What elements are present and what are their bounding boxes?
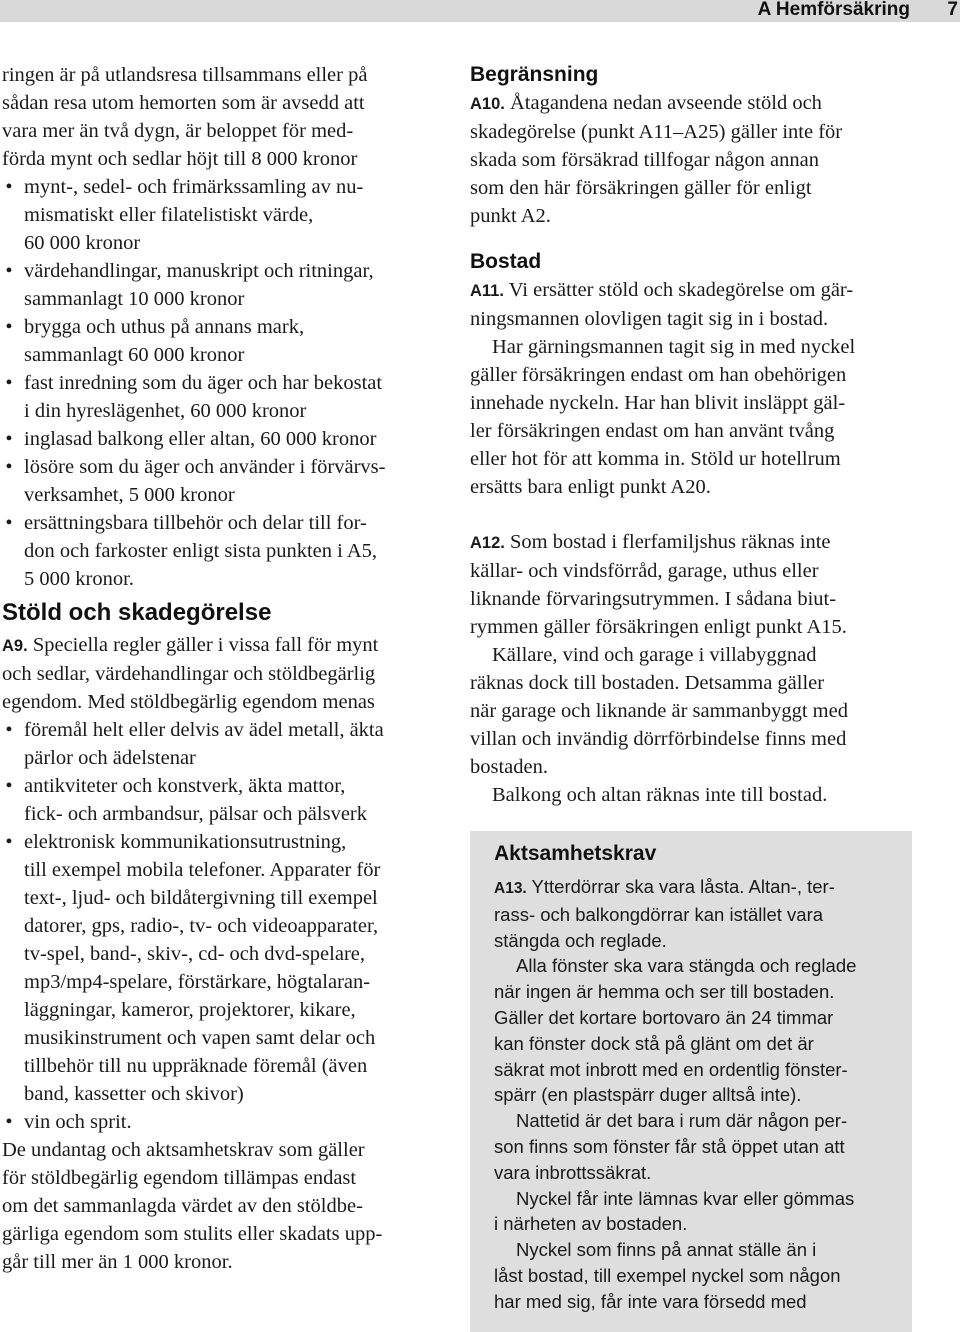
- text-line: till exempel mobila telefoner. Apparater för: [24, 859, 381, 881]
- text-line: tillbehör till nu uppräknade föremål (även: [24, 1055, 368, 1077]
- text-line: De undantag och aktsamhetskrav som gäller: [2, 1139, 365, 1161]
- text-line: antikviteter och konstverk, äkta mattor,: [24, 775, 346, 797]
- text-line: 5 000 kronor.: [24, 568, 134, 590]
- text-line: ersätts bara enligt punkt A20.: [470, 476, 711, 498]
- closing-paragraph: [2, 1136, 444, 1276]
- a9-paragraph: [2, 631, 444, 716]
- text-line: skadegörelse (punkt A11–A25) gäller inte för: [470, 121, 843, 143]
- text-line: liknande förvaringsutrymmen. I sådana biut-: [470, 588, 837, 610]
- text-line: har med sig, får inte vara försedd med: [494, 1290, 807, 1312]
- text-line: Alla fönster ska vara stängda och reglade: [516, 955, 857, 977]
- text-line: Har gärningsmannen tagit sig in med nyckel: [492, 336, 856, 358]
- text-line: brygga och uthus på annans mark,: [24, 316, 305, 338]
- box-title: Aktsamhetskrav: [494, 842, 657, 865]
- a12-label: A12.: [470, 534, 505, 552]
- text-line: text-, ljud- och bildåtergivning till exempel: [24, 887, 378, 909]
- page-header: [0, 0, 960, 22]
- a12-paragraph: [470, 528, 915, 641]
- a12-text: [470, 531, 847, 638]
- bostad-title: Bostad: [470, 250, 542, 273]
- text-line: kan fönster dock stå på glänt om det är: [494, 1032, 814, 1054]
- a11-text: [470, 279, 853, 330]
- text-line: gärliga egendom som stulits eller skadats upp-: [2, 1223, 383, 1245]
- text-line: ler försäkringen endast om han använt tvång: [470, 420, 835, 442]
- a11-label: A11.: [470, 282, 504, 300]
- a11-paragraph-2: [470, 333, 915, 501]
- list-item: [2, 1108, 444, 1136]
- text-line: ringen är på utlandsresa tillsammans eller på: [2, 64, 368, 86]
- page-number: 7: [947, 0, 958, 20]
- text-line: förda mynt och sedlar höjt till 8 000 kronor: [2, 148, 358, 170]
- bullet-icon: •: [5, 176, 13, 198]
- text-line: i din hyreslägenhet, 60 000 kronor: [24, 400, 307, 422]
- text-line: i närheten av bostaden.: [494, 1213, 688, 1235]
- text-line: Balkong och altan räknas inte till bostad.: [492, 784, 828, 806]
- box-paragraph-night: [494, 1108, 894, 1185]
- text-line: tv-spel, band-, skiv-, cd- och dvd-spelare,: [24, 943, 365, 965]
- text-line: Vi ersätter stöld och skadegörelse om gär-: [503, 279, 854, 301]
- text-line: don och farkoster enligt sista punkten i A5,: [24, 540, 377, 562]
- a12-paragraph-2: [470, 641, 915, 781]
- text-line: Ytterdörrar ska vara låsta. Altan-, ter-: [526, 876, 835, 897]
- a10-label: A10.: [470, 95, 505, 113]
- right-column: [470, 61, 915, 809]
- text-line: vara inbrottssäkrat.: [494, 1161, 652, 1183]
- bullet-icon: •: [5, 316, 13, 338]
- text-line: ningsmannen olovligen tagit sig in i bostad.: [470, 308, 829, 330]
- text-line: rymmen gäller försäkringen enligt punkt A15.: [470, 616, 847, 638]
- text-line: sammanlagt 10 000 kronor: [24, 288, 245, 310]
- amount-list: [2, 173, 444, 593]
- list-item: [2, 453, 444, 509]
- a11-paragraph: [470, 276, 915, 333]
- section-title: Stöld och skadegörelse: [2, 599, 272, 626]
- text-line: elektronisk kommunikationsutrustning,: [24, 831, 347, 853]
- text-line: källar- och vindsförråd, garage, uthus eller: [470, 560, 819, 582]
- text-line: mynt-, sedel- och frimärkssamling av nu-: [24, 176, 364, 198]
- a13-paragraph: [494, 874, 894, 953]
- box-paragraph-windows: [494, 953, 894, 1108]
- text-line: 60 000 kronor: [24, 232, 141, 254]
- text-line: egendom. Med stöldbegärlig egendom menas: [2, 691, 375, 713]
- bullet-icon: •: [5, 428, 13, 450]
- text-line: vara mer än två dygn, är beloppet för med-: [2, 120, 354, 142]
- list-item: [2, 173, 444, 257]
- text-line: om det sammanlagda värdet av den stöldbe-: [2, 1195, 363, 1217]
- text-line: rass- och balkongdörrar kan istället vara: [494, 903, 824, 925]
- text-line: gäller försäkringen endast om han obehörigen: [470, 364, 847, 386]
- text-line: ersättningsbara tillbehör och delar till for-: [24, 512, 367, 534]
- text-line: musikinstrument och vapen samt delar och: [24, 1027, 376, 1049]
- text-line: stängda och reglade.: [494, 929, 667, 951]
- header-title: A Hemförsäkring: [757, 0, 910, 20]
- a9-text: [2, 634, 378, 713]
- a13-text: [494, 876, 835, 951]
- list-item: [2, 425, 444, 453]
- text-line: Nyckel som finns på annat ställe än i: [516, 1239, 817, 1261]
- text-line: för stöldbegärlig egendom tillämpas endast: [2, 1167, 357, 1189]
- bullet-icon: •: [5, 260, 13, 282]
- text-line: spärr (en plastspärr duger alltså inte).: [494, 1084, 802, 1106]
- text-line: Nattetid är det bara i rum där någon per-: [516, 1110, 848, 1132]
- list-item: [2, 716, 444, 772]
- text-line: datorer, gps, radio-, tv- och videoapparater,: [24, 915, 379, 937]
- text-line: och sedlar, värdehandlingar och stöldbegärlig: [2, 663, 376, 685]
- text-line: pärlor och ädelstenar: [24, 747, 196, 769]
- bullet-icon: •: [5, 1111, 13, 1133]
- text-line: Nyckel får inte lämnas kvar eller gömmas: [516, 1187, 855, 1209]
- a9-label: A9.: [2, 637, 28, 655]
- text-line: fast inredning som du äger och har bekostat: [24, 372, 383, 394]
- text-line: sådan resa utom hemorten som är avsedd att: [2, 92, 365, 114]
- text-line: när ingen är hemma och ser till bostaden.: [494, 981, 835, 1003]
- text-line: sammanlagt 60 000 kronor: [24, 344, 245, 366]
- text-line: Som bostad i flerfamiljshus räknas inte: [504, 531, 831, 553]
- text-line: fick- och armbandsur, pälsar och pälsverk: [24, 803, 367, 825]
- text-line: son finns som fönster får stå öppet utan att: [494, 1135, 845, 1157]
- text-line: band, kassetter och skivor): [24, 1083, 244, 1105]
- text-line: bostaden.: [470, 756, 548, 778]
- text-line: går till mer än 1 000 kronor.: [2, 1251, 233, 1273]
- text-line: Källare, vind och garage i villabyggnad: [492, 644, 817, 666]
- text-line: låst bostad, till exempel nyckel som någon: [494, 1264, 841, 1286]
- text-line: skada som försäkrad tillfogar någon annan: [470, 149, 819, 171]
- text-line: läggningar, kameror, projektorer, kikare,: [24, 999, 356, 1021]
- text-line: verksamhet, 5 000 kronor: [24, 484, 235, 506]
- list-item: [2, 313, 444, 369]
- aktsamhetskrav-box: [470, 831, 912, 1332]
- begransning-title: Begränsning: [470, 63, 599, 86]
- text-line: säkrat mot inbrott med en ordentlig fönster-: [494, 1058, 848, 1080]
- text-line: villan och invändig dörrförbindelse finns med: [470, 728, 847, 750]
- text-line: Speciella regler gäller i vissa fall för mynt: [27, 634, 379, 656]
- box-paragraph-key-elsewhere: [494, 1237, 894, 1314]
- text-line: mismatiskt eller filatelistiskt värde,: [24, 204, 314, 226]
- bullet-icon: •: [5, 719, 13, 741]
- list-item: [2, 257, 444, 313]
- list-item: [2, 772, 444, 828]
- text-line: punkt A2.: [470, 205, 551, 227]
- text-line: värdehandlingar, manuskript och ritningar,: [24, 260, 374, 282]
- text-line: föremål helt eller delvis av ädel metall, äkta: [24, 719, 384, 741]
- text-line: Gäller det kortare bortovaro än 24 timmar: [494, 1006, 834, 1028]
- valuables-list: [2, 716, 444, 1136]
- text-line: eller hot för att komma in. Stöld ur hotellrum: [470, 448, 841, 470]
- text-line: lösöre som du äger och använder i förvärvs-: [24, 456, 386, 478]
- a13-label: A13.: [494, 880, 527, 897]
- bullet-icon: •: [5, 831, 13, 853]
- box-paragraph-key: [494, 1186, 894, 1238]
- text-line: när garage och liknande är sammanbyggt med: [470, 700, 848, 722]
- bullet-icon: •: [5, 775, 13, 797]
- left-column: [2, 61, 444, 1276]
- list-item: [2, 369, 444, 425]
- bullet-icon: •: [5, 512, 13, 534]
- bullet-icon: •: [5, 456, 13, 478]
- text-line: innehade nyckeln. Har han blivit insläppt gäl-: [470, 392, 846, 414]
- list-item: [2, 828, 444, 1108]
- text-line: räknas dock till bostaden. Detsamma gäller: [470, 672, 825, 694]
- a10-paragraph: [470, 89, 915, 230]
- list-item: [2, 509, 444, 593]
- text-line: vin och sprit.: [24, 1111, 132, 1133]
- text-line: mp3/mp4-spelare, förstärkare, högtalaran-: [24, 971, 371, 993]
- text-line: som den här försäkringen gäller för enligt: [470, 177, 812, 199]
- a12-paragraph-3: [470, 781, 915, 809]
- bullet-icon: •: [5, 372, 13, 394]
- text-line: inglasad balkong eller altan, 60 000 kronor: [24, 428, 377, 450]
- text-line: Åtagandena nedan avseende stöld och: [504, 92, 822, 114]
- a10-text: [470, 92, 842, 227]
- intro-paragraph: [2, 61, 444, 173]
